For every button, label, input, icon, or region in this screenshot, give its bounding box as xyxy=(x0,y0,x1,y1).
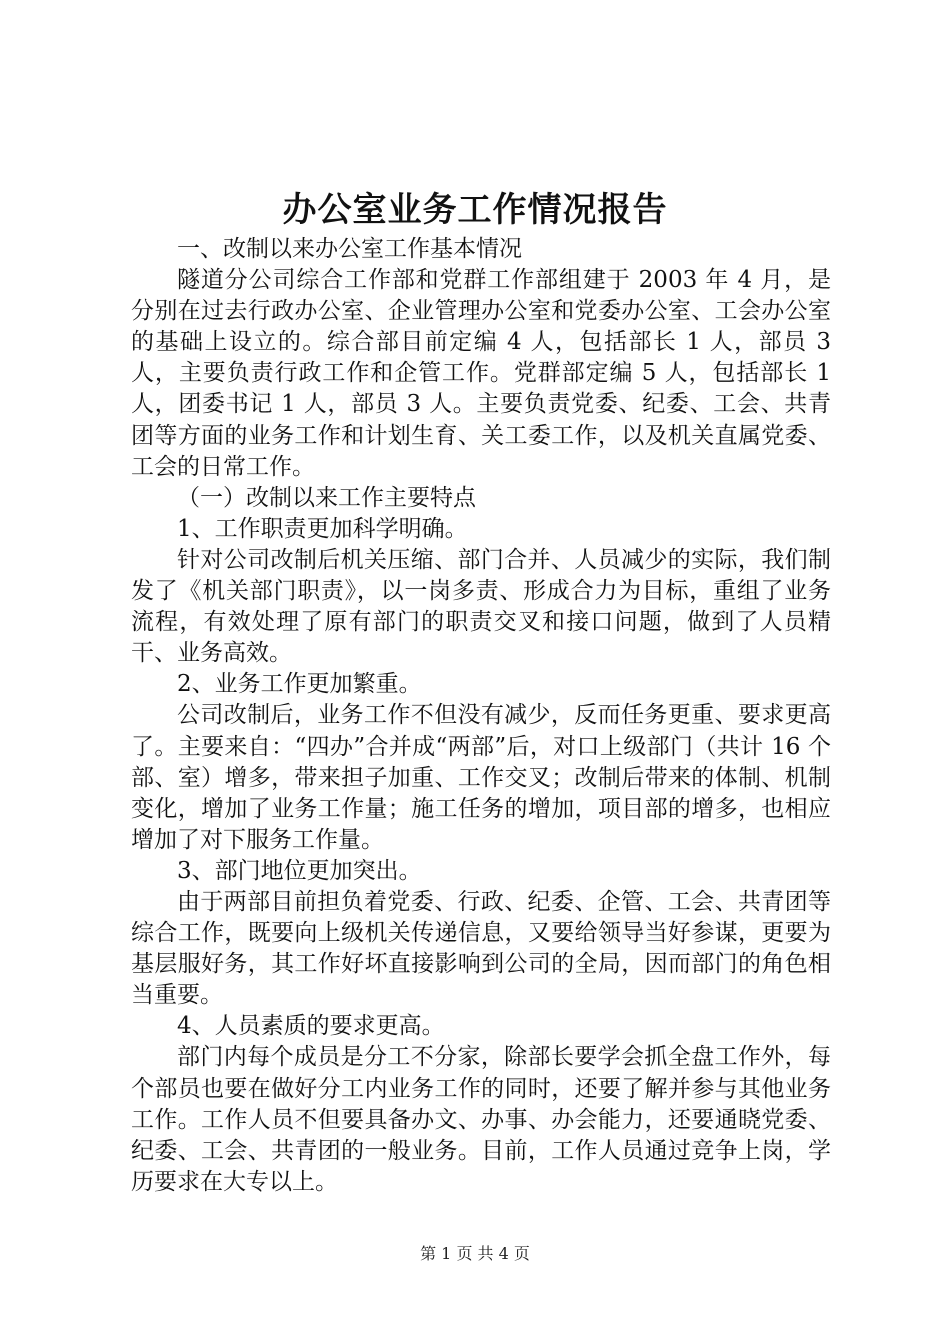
paragraph: 针对公司改制后机关压缩、部门合并、人员减少的实际，我们制发了《机关部门职责》，以一岗多责、形成合力为目标，重组了业务流程，有效处理了原有部门的职责交叉和接口问题，做到了人员精干、业务高效。 xyxy=(131,546,831,667)
document-body xyxy=(131,234,831,1198)
point-heading: 1、工作职责更加科学明确。 xyxy=(177,515,468,542)
point-heading: 3、部门地位更加突出。 xyxy=(177,857,422,884)
document-title: 办公室业务工作情况报告 xyxy=(282,190,668,230)
paragraph: 部门内每个成员是分工不分家，除部长要学会抓全盘工作外，每个部员也要在做好分工内业务工作的同时，还要了解并参与其他业务工作。工作人员不但要具备办文、办事、办会能力，还要通晓党委、纪委、工会、共青团的一般业务。目前，工作人员通过竞争上岗，学历要求在大专以上。 xyxy=(131,1044,831,1195)
page-number-footer: 第 1 页 共 4 页 xyxy=(420,1244,530,1263)
paragraph: 由于两部目前担负着党委、行政、纪委、企管、工会、共青团等综合工作，既要向上级机关传递信息，又要给领导当好参谋，更要为基层服好务，其工作好坏直接影响到公司的全局，因而部门的角色相当重要。 xyxy=(131,888,831,1009)
subsection-heading: （一）改制以来工作主要特点 xyxy=(177,484,476,511)
point-heading: 2、业务工作更加繁重。 xyxy=(177,671,422,698)
paragraph: 公司改制后，业务工作不但没有减少，反而任务更重、要求更高了。主要来自：“四办”合并成“两部”后，对口上级部门（共计 16 个部、室）增多，带来担子加重、工作交叉；改制后带来的体制、机制变化，增加了业务工作量；施工任务的增加，项目部的增多，也相应增加了对下服务工作量。 xyxy=(131,702,831,853)
paragraph: 隧道分公司综合工作部和党群工作部组建于 2003 年 4 月，是分别在过去行政办公室、企业管理办公室和党委办公室、工会办公室的基础上设立的。综合部目前定编 4 人，包括部长 1 人，部员 3 人，主要负责行政工作和企管工作。党群部定编 5 人，包括部长 1 人，团委书记 1 人，部员 3 人。主要负责党委、纪委、工会、共青团等方面的业务工作和计划生育、关工委工作，以及机关直属党委、工会的日常工作。 xyxy=(131,267,831,480)
section-heading: 一、改制以来办公室工作基本情况 xyxy=(177,236,522,262)
point-heading: 4、人员素质的要求更高。 xyxy=(177,1013,445,1040)
